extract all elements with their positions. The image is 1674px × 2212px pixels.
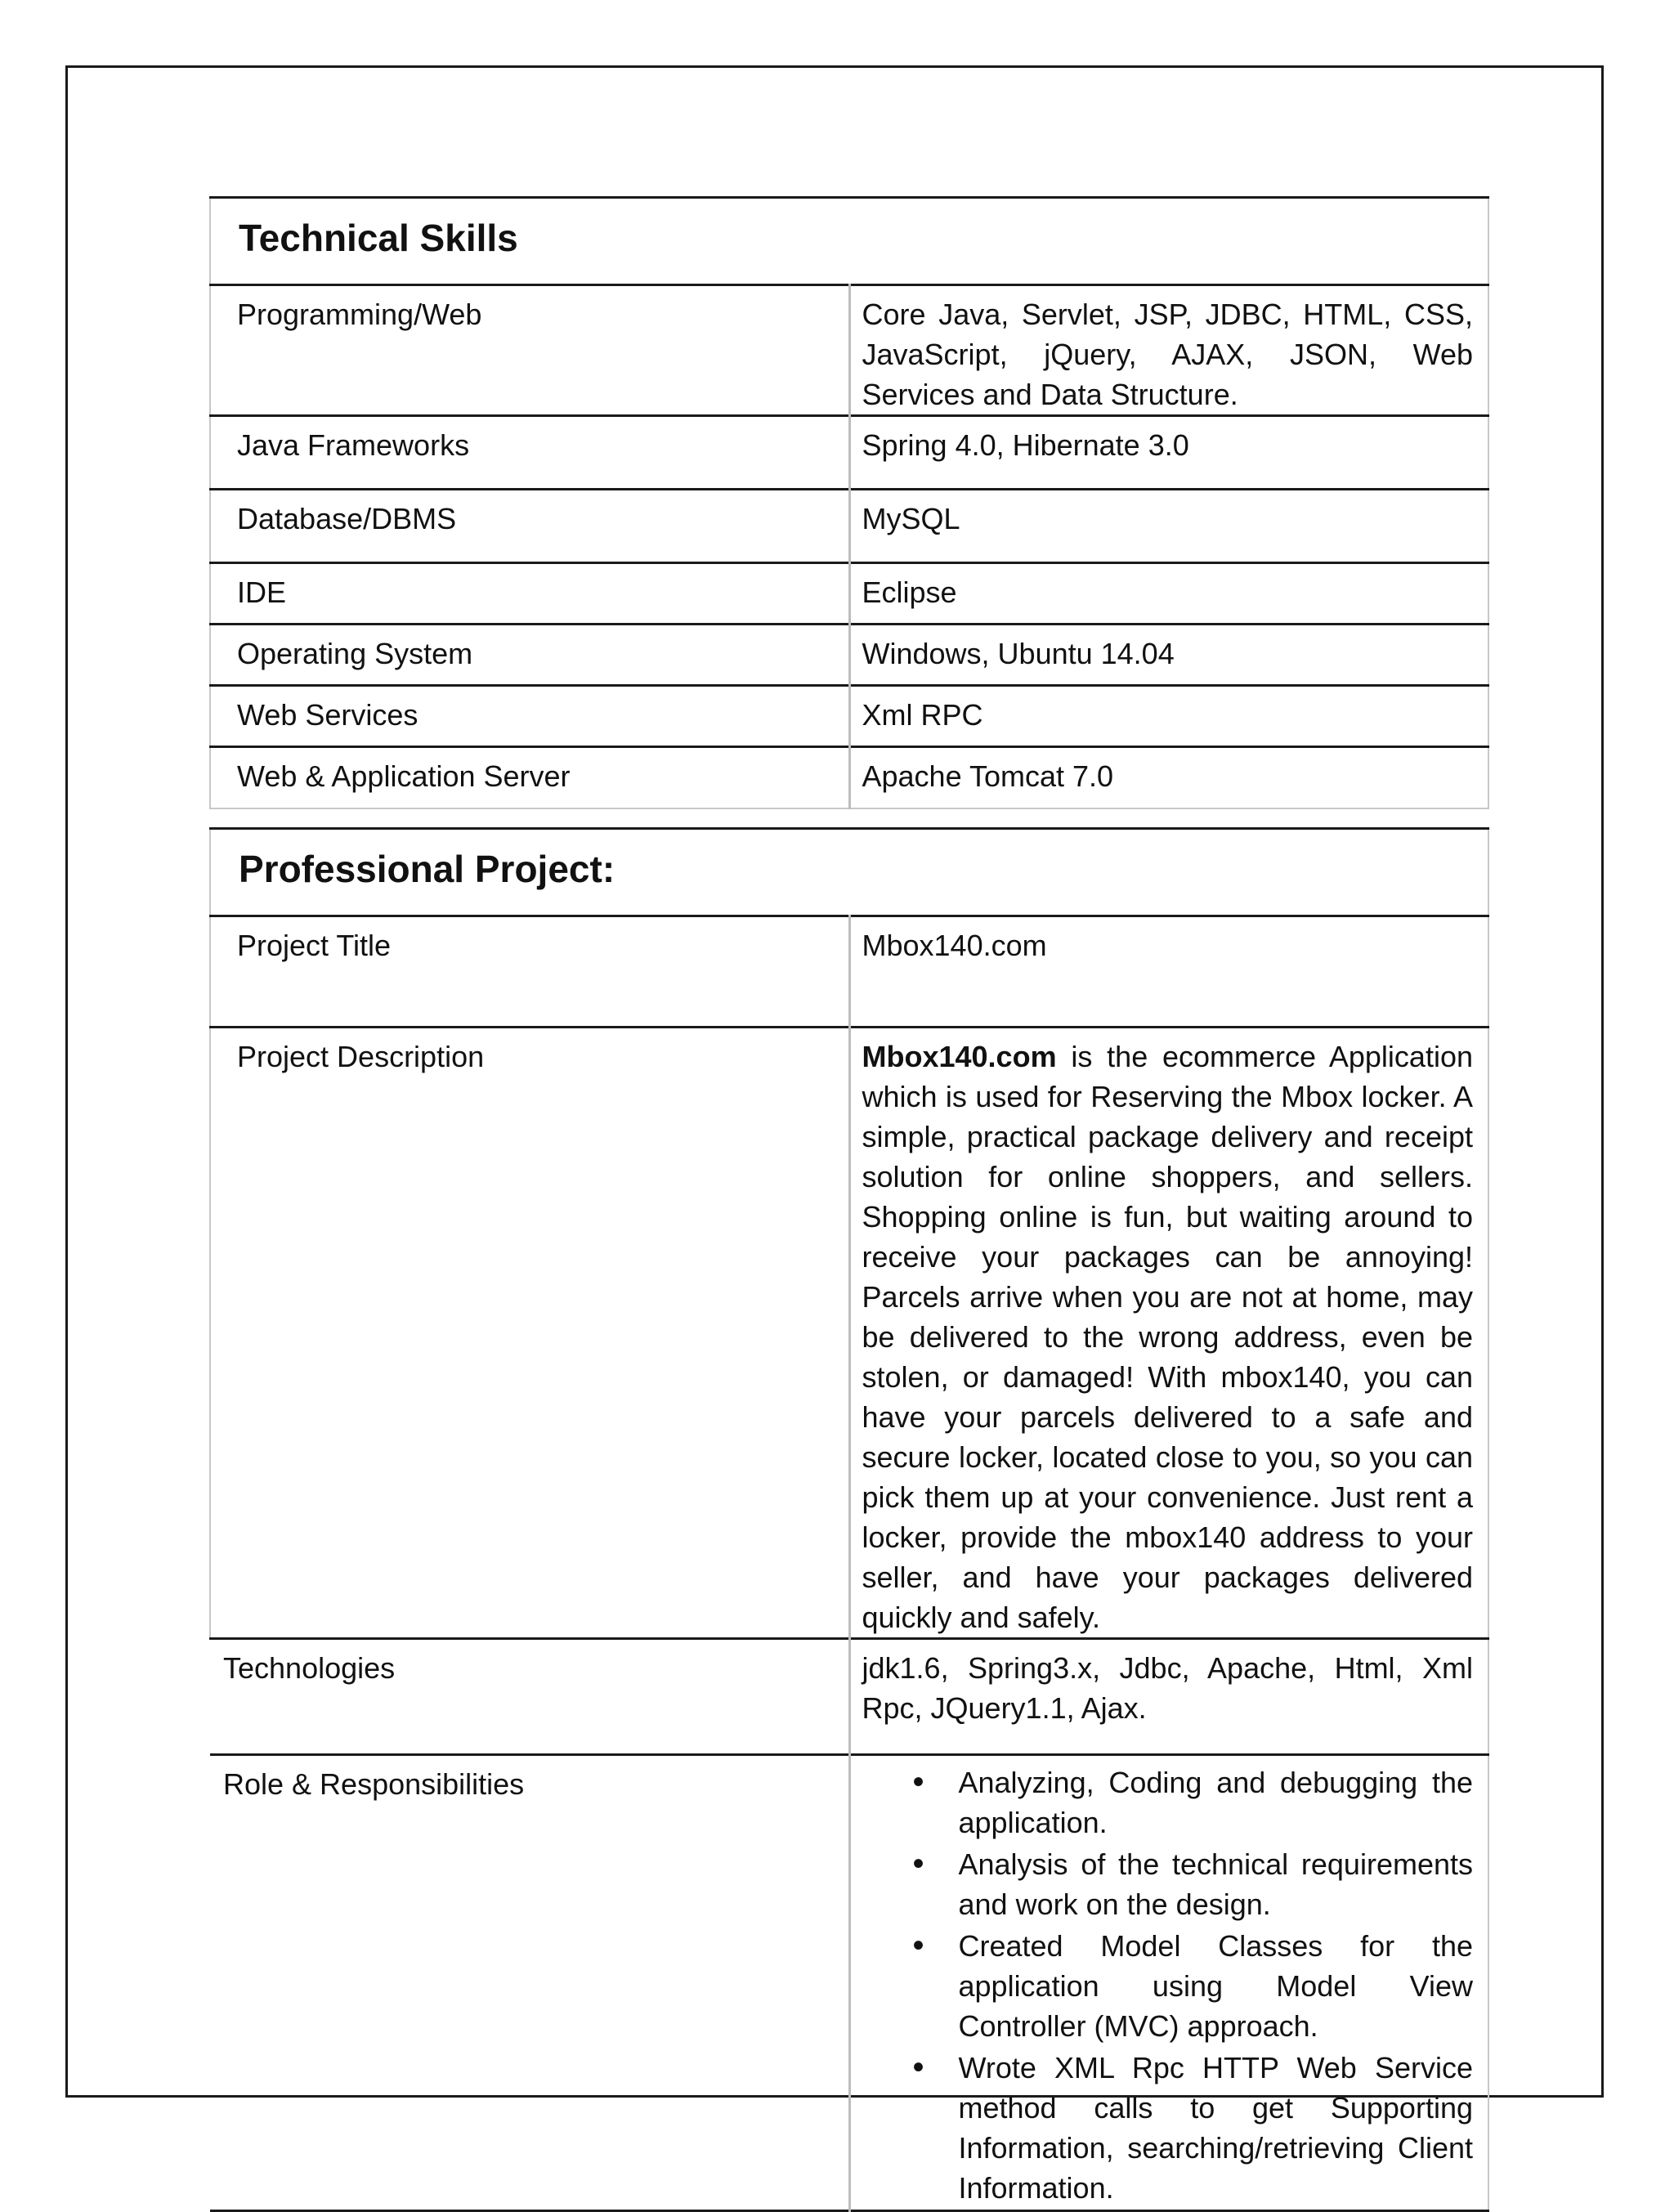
technologies-label: Technologies <box>210 1639 849 1755</box>
skill-value-programming: Core Java, Servlet, JSP, JDBC, HTML, CSS, JavaScript, jQuery, AJAX, JSON, Web Services and Data Structure. <box>849 285 1488 416</box>
technical-skills-table <box>209 196 1489 809</box>
list-item: • Analyzing, Coding and debugging the application. <box>959 1762 1474 1843</box>
skill-value-os: Windows, Ubuntu 14.04 <box>849 625 1488 686</box>
project-title-label: Project Title <box>210 916 849 1028</box>
project-description-value <box>849 1028 1488 1639</box>
list-item: • Wrote XML Rpc HTTP Web Service method calls to get Supporting Information, searching/retrieving Client Information. <box>959 2048 1474 2208</box>
skill-value-frameworks: Spring 4.0, Hibernate 3.0 <box>849 416 1488 490</box>
technical-skills-heading: Technical Skills <box>210 198 1488 285</box>
skill-label-server: Web & Application Server <box>210 747 849 808</box>
skill-label-database: Database/DBMS <box>210 490 849 563</box>
skill-label-web-services: Web Services <box>210 686 849 747</box>
technologies-value: jdk1.6, Spring3.x, Jdbc, Apache, Html, Xml Rpc, JQuery1.1, Ajax. <box>849 1639 1488 1755</box>
skill-value-ide: Eclipse <box>849 563 1488 625</box>
skill-label-ide: IDE <box>210 563 849 625</box>
roles-label: Role & Responsibilities <box>210 1755 849 2211</box>
skill-value-server: Apache Tomcat 7.0 <box>849 747 1488 808</box>
skill-value-database: MySQL <box>849 490 1488 563</box>
skill-label-os: Operating System <box>210 625 849 686</box>
project-description-lead: Mbox140.com <box>862 1040 1057 1073</box>
list-item: • Analysis of the technical requirements and work on the design. <box>959 1844 1474 1924</box>
skill-label-frameworks: Java Frameworks <box>210 416 849 490</box>
professional-project-table <box>209 827 1489 2212</box>
project-description-text: is the ecommerce Application which is used for Reserving the Mbox locker. A simple, practical package delivery and receipt solution for online shoppers, and sellers. Shopping online is fun, but waiting around to receive your packages can be annoying! Parcels arrive when you are not at home, may be delivered to the wrong address, even be stolen, or damaged! With mbox140, you can have your parcels delivered to a safe and secure locker, located close to you, so you can pick them up at your convenience. Just rent a locker, provide the mbox140 address to your seller, and have your packages delivered quickly and safely. <box>862 1040 1473 1634</box>
project-description-label: Project Description <box>210 1028 849 1639</box>
skill-value-web-services: Xml RPC <box>849 686 1488 747</box>
list-item: • Created Model Classes for the application using Model View Controller (MVC) approach. <box>959 1926 1474 2046</box>
project-title-value: Mbox140.com <box>849 916 1488 1028</box>
roles-value <box>849 1755 1488 2211</box>
skill-label-programming: Programming/Web <box>210 285 849 416</box>
professional-project-heading: Professional Project: <box>210 829 1488 916</box>
roles-list <box>862 1762 1474 2208</box>
